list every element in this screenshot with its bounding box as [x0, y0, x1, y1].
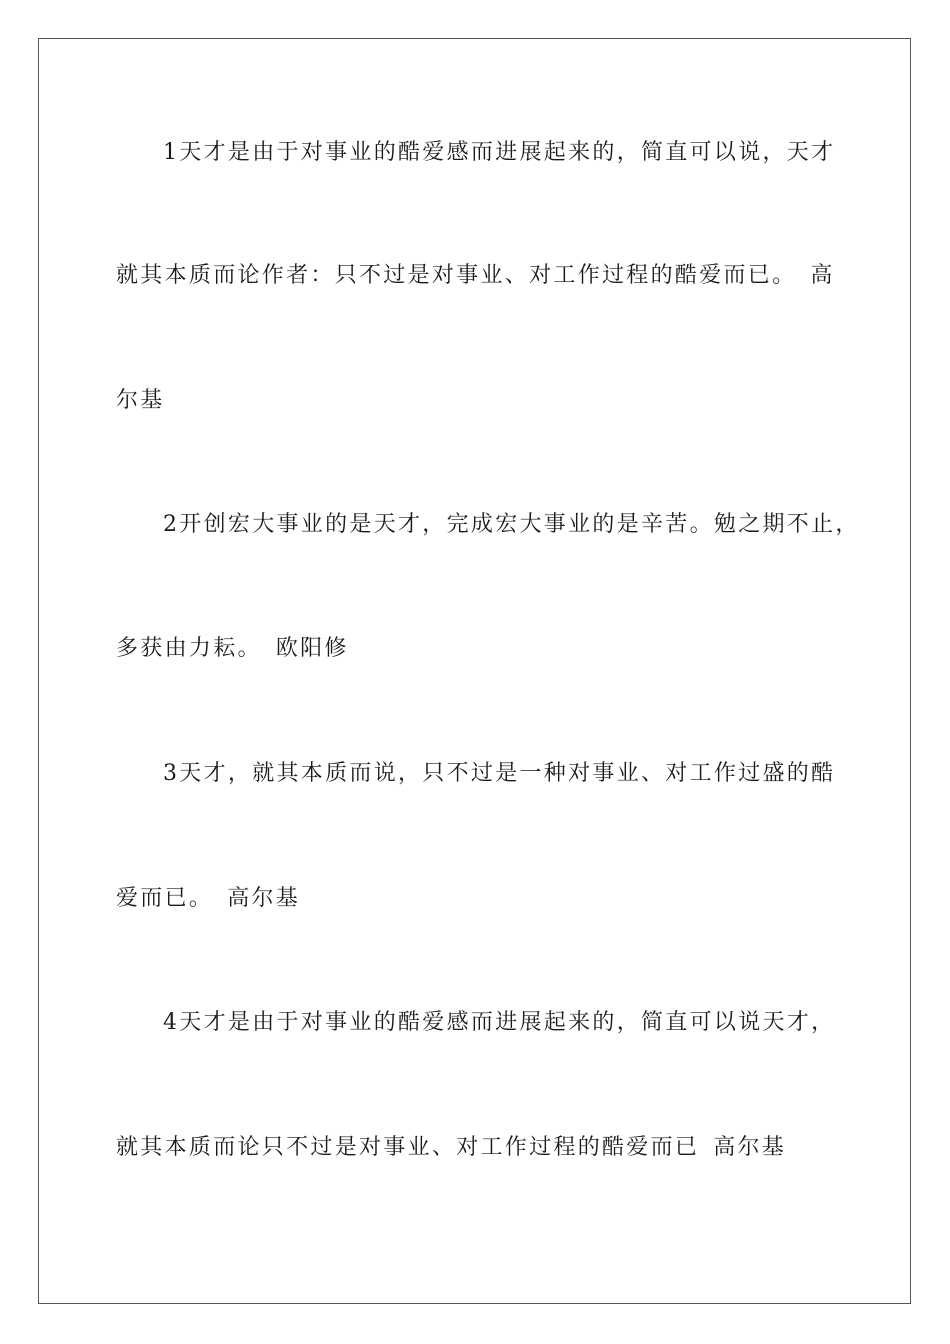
- quote-4-author: 高尔基: [713, 1135, 787, 1160]
- quote-2-line-1: 2开创宏大事业的是天才，完成宏大事业的是辛苦。勉之期不止，: [163, 512, 860, 537]
- quote-2-author: 欧阳修: [275, 636, 349, 661]
- quote-1-text: 就其本质而论作者：只不过是对事业、对工作过程的酷爱而已。: [116, 263, 797, 288]
- quote-1-line-1: 1天才是由于对事业的酷爱感而进展起来的，简直可以说，天才: [163, 140, 836, 165]
- quote-1-line-2: [116, 261, 836, 291]
- quote-3-line-2: [116, 884, 836, 914]
- quote-3-text: 爱而已。: [116, 886, 214, 911]
- quote-2-text: 多获由力耘。: [116, 636, 262, 661]
- quote-1-line-3: 尔基: [116, 388, 165, 413]
- quote-4-line-2: [116, 1133, 836, 1163]
- quote-4-line-1: 4天才是由于对事业的酷爱感而进展起来的，简直可以说天才，: [163, 1010, 836, 1035]
- quote-2-line-2: [116, 634, 836, 664]
- page-border: [38, 38, 911, 1304]
- quote-1-author-part: 高: [810, 263, 835, 288]
- quote-3-line-1: 3天才，就其本质而说，只不过是一种对事业、对工作过盛的酷: [163, 761, 836, 786]
- quote-4-text: 就其本质而论只不过是对事业、对工作过程的酷爱而已: [116, 1135, 700, 1160]
- quote-3-author: 高尔基: [227, 886, 301, 911]
